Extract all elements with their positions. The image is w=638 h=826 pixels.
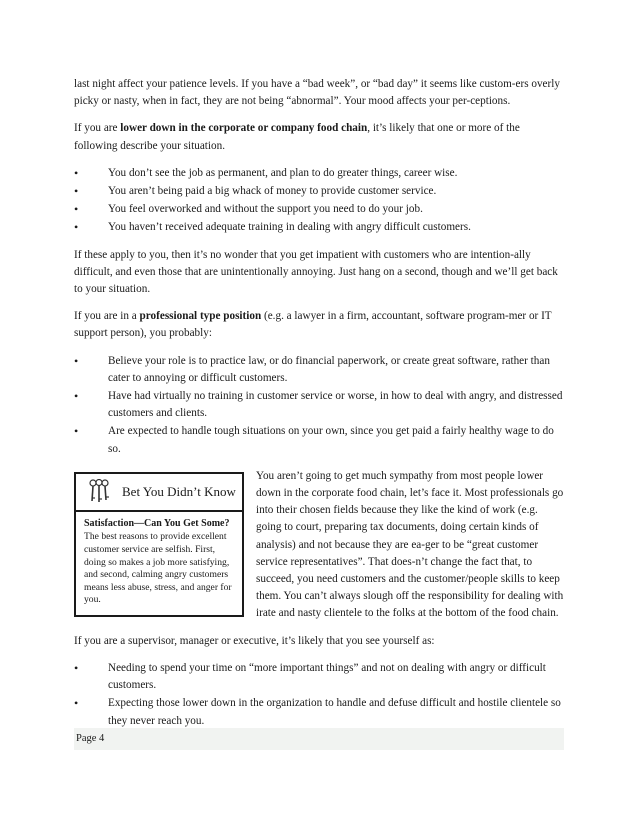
page-content xyxy=(74,76,566,740)
callout-text: The best reasons to provide excellent customer service are selfish. First, doing so makes a job more satisfying, and second, calming angry customers means less abuse, stress, and anger for you. xyxy=(84,531,232,606)
callout-header xyxy=(76,474,242,512)
paragraph-lower-chain xyxy=(74,120,566,154)
list-item xyxy=(74,201,566,218)
bullet-icon: • xyxy=(74,424,79,439)
paragraph-sympathy: You aren’t going to get much sympathy from most people lower down in the corporate food chain, let’s face it. Most professionals go into their chosen fields because they like the kind of work (e.g. going to court, preparing tax documents, doing certain kinds of analysis) and not because they are ea-ger to be “great customer service representatives”. That does-n’t change the fact that, to succeed, you need customers and the customer/people skills to keep them. You can’t always slough off the responsibility for dealing with irate and nasty clientele to the folks at the bottom of the food chain. xyxy=(256,469,564,620)
bullet-icon: • xyxy=(74,165,79,180)
text-run: (e.g. a lawyer in a firm, accountant, software program-mer or IT support person), you probably: xyxy=(74,310,552,340)
bullet-list-professional xyxy=(74,353,566,458)
list-item xyxy=(74,388,566,422)
list-item-text: Needing to spend your time on “more important things” and not on dealing with angry or difficult customers. xyxy=(108,661,546,692)
list-item-text: Have had virtually no training in customer service or worse, in how to deal with angry, and distressed customers and clients. xyxy=(108,390,563,420)
list-item-text: You aren’t being paid a big whack of money to provide customer service. xyxy=(108,185,437,198)
page-footer xyxy=(74,728,564,750)
paragraph-intro: last night affect your patience levels. If you have a “bad week”, or “bad day” it seems like custom-ers overly picky or nasty, when in fact, they are not being “abnormal”. Your mood affects your per-ceptions. xyxy=(74,78,560,108)
list-item xyxy=(74,660,566,694)
paragraph-impatience: If these apply to you, then it’s no wonder that you get impatient with customers who are intention-ally difficult, and even those that are unintentionally annoying. Just hang on a second, though and we’ll get back to your situation. xyxy=(74,248,558,296)
list-item-text: Believe your role is to practice law, or do financial paperwork, or create great software, rather than cater to annoying or difficult customers. xyxy=(108,354,550,384)
bold-phrase: professional type position xyxy=(139,310,262,323)
list-item xyxy=(74,165,566,182)
list-item-text: Expecting those lower down in the organization to handle and defuse difficult and hostile clientele so they never reach you. xyxy=(108,697,561,727)
callout-title: Bet You Didn’t Know xyxy=(122,484,236,500)
list-item xyxy=(74,183,566,200)
list-item-text: Are expected to handle tough situations on your own, since you get paid a fairly healthy wage to do so. xyxy=(108,425,554,455)
bullet-icon: • xyxy=(74,696,79,711)
callout-body xyxy=(76,512,242,615)
keys-icon xyxy=(88,479,110,505)
list-item-text: You haven’t received adequate training in dealing with angry difficult customers. xyxy=(108,221,471,234)
paragraph-supervisor: If you are a supervisor, manager or executive, it’s likely that you see yourself as: xyxy=(74,634,435,647)
list-item xyxy=(74,423,566,457)
list-item-text: You don’t see the job as permanent, and plan to do greater things, career wise. xyxy=(108,166,458,179)
bullet-list-lower-chain xyxy=(74,165,566,237)
text-run: If you are xyxy=(74,122,121,135)
bullet-icon: • xyxy=(74,184,79,199)
callout-subtitle: Satisfaction—Can You Get Some? xyxy=(84,517,230,529)
bold-phrase: lower down in the corporate or company food chain xyxy=(120,122,368,135)
list-item-text: You feel overworked and without the support you need to do your job. xyxy=(108,203,423,216)
text-run: If you are in a xyxy=(74,310,140,323)
callout-box xyxy=(74,472,244,617)
bullet-icon: • xyxy=(74,202,79,217)
page-number: Page 4 xyxy=(76,733,105,744)
bullet-list-supervisor xyxy=(74,660,566,730)
paragraph-professional xyxy=(74,308,566,342)
bullet-icon: • xyxy=(74,660,79,675)
bullet-icon: • xyxy=(74,220,79,235)
bullet-icon: • xyxy=(74,353,79,368)
callout-row xyxy=(74,468,566,623)
bullet-icon: • xyxy=(74,389,79,404)
list-item xyxy=(74,219,566,236)
list-item xyxy=(74,695,566,729)
list-item xyxy=(74,353,566,387)
text-run: , it’s likely that one or more of the following describe your situation. xyxy=(74,122,520,152)
